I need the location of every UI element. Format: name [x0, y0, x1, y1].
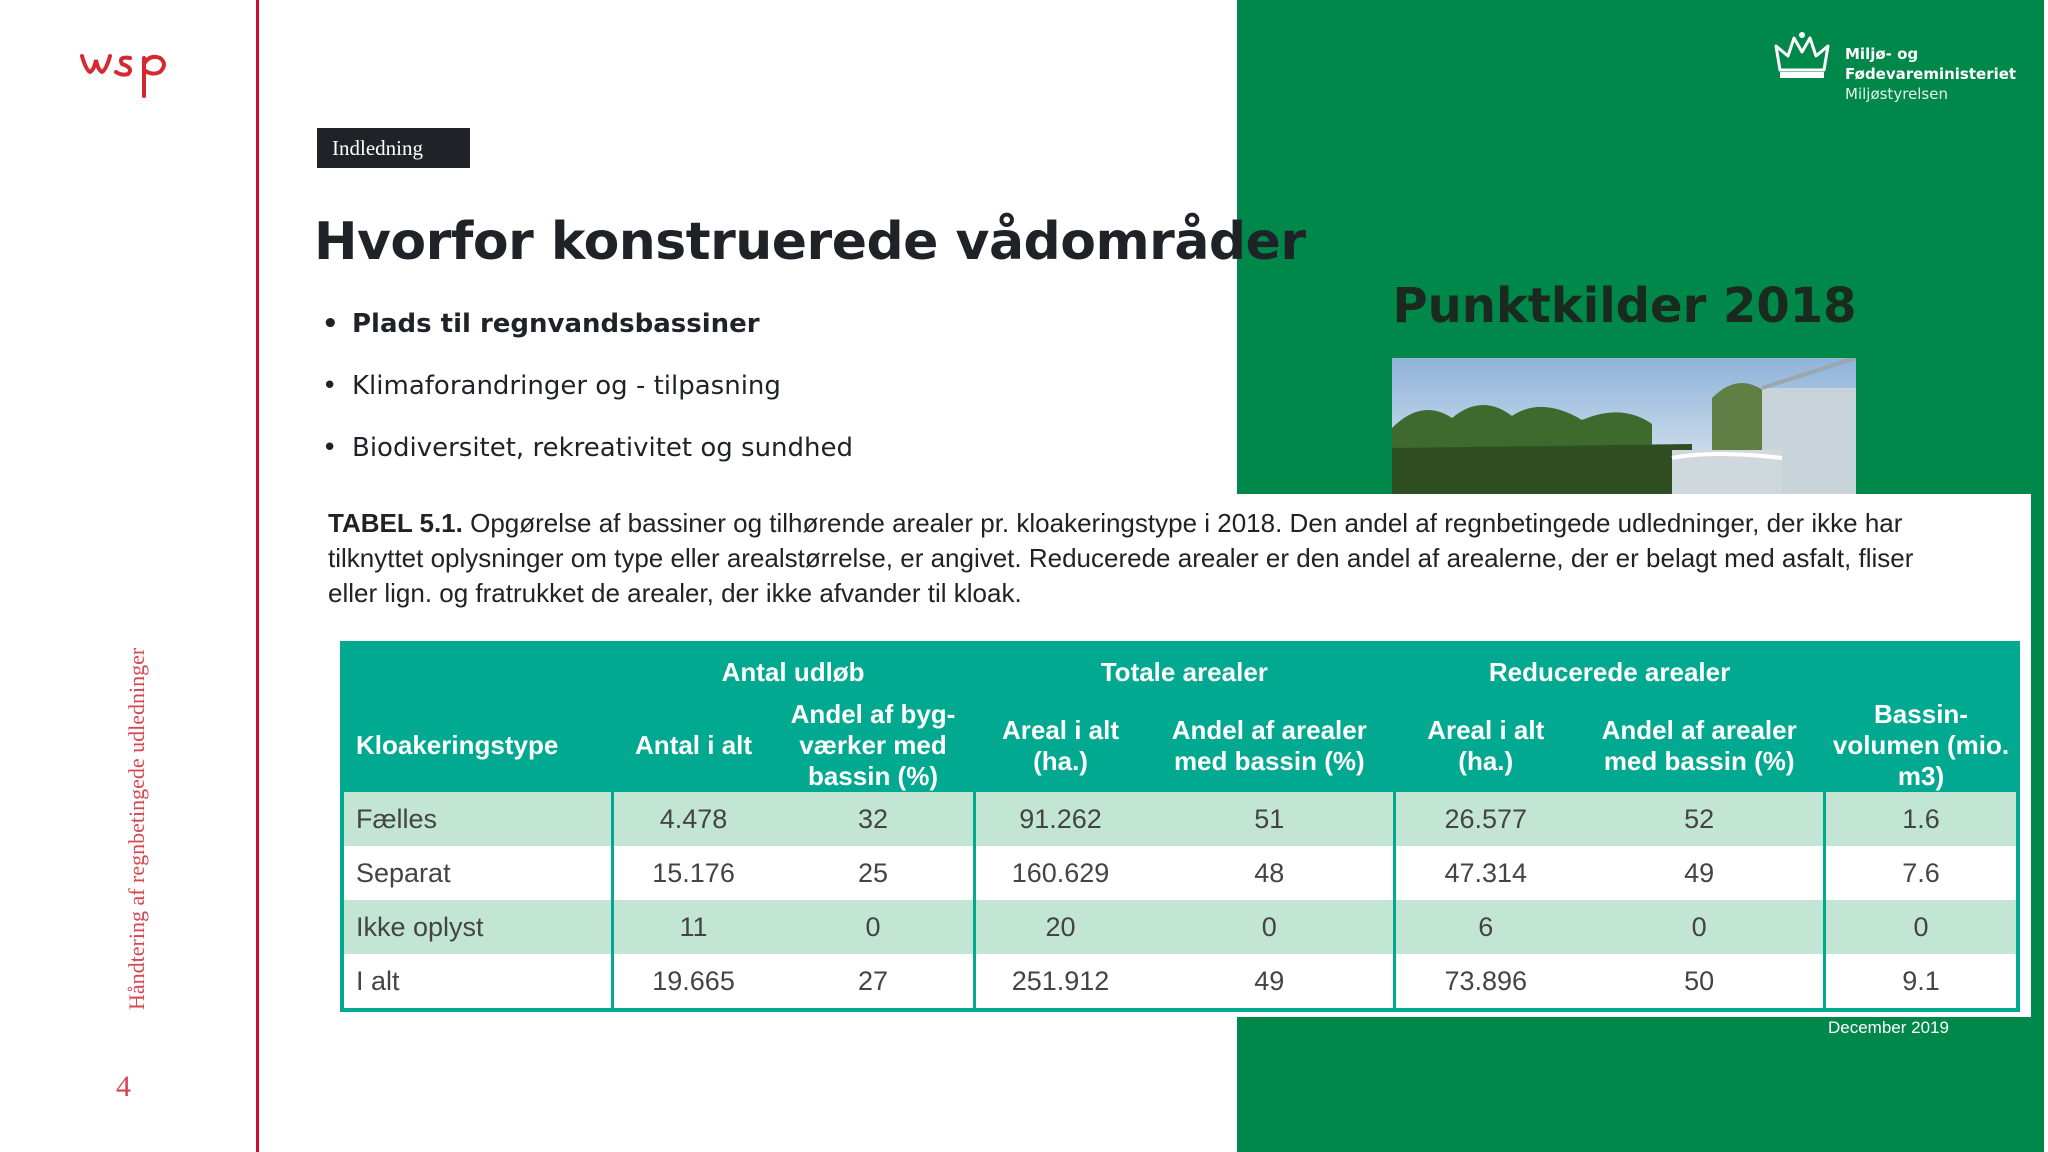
- agency-name: Miljøstyrelsen: [1845, 85, 1948, 103]
- ministry-label: [1845, 44, 2016, 104]
- page-number: 4: [116, 1070, 131, 1103]
- table-cell: Separat: [342, 846, 612, 900]
- table-cell: 9.1: [1824, 954, 2018, 1010]
- group-header: Reducerede arealer: [1395, 643, 1825, 699]
- table-cell: 11: [612, 900, 773, 954]
- table-cell: 0: [1575, 900, 1824, 954]
- column-header: Andel af arealer med bassin (%): [1575, 699, 1824, 792]
- table-cell: Fælles: [342, 792, 612, 846]
- column-header: Areal i alt (ha.): [1395, 699, 1576, 792]
- group-header: Totale arealer: [974, 643, 1395, 699]
- group-header-empty: [342, 643, 612, 699]
- table-cell: 52: [1575, 792, 1824, 846]
- table-cell: 0: [773, 900, 974, 954]
- slide-title: Hvorfor konstruerede vådområder: [314, 212, 1306, 272]
- table-caption: [328, 506, 1968, 611]
- table-cell: 1.6: [1824, 792, 2018, 846]
- table-row: [342, 954, 2018, 1010]
- column-header: Antal i alt: [612, 699, 773, 792]
- table-cell: 19.665: [612, 954, 773, 1010]
- table-cell: 27: [773, 954, 974, 1010]
- table-cell: 15.176: [612, 846, 773, 900]
- table-cell: 73.896: [1395, 954, 1576, 1010]
- table-cell: 25: [773, 846, 974, 900]
- vertical-subtitle: Håndtering af regnbetingede udledninger: [124, 647, 149, 1010]
- column-header: Bassin-volumen (mio. m3): [1824, 699, 2018, 792]
- table-row: [342, 846, 2018, 900]
- group-header: Antal udløb: [612, 643, 974, 699]
- table-cell: 160.629: [974, 846, 1145, 900]
- table-cell: 0: [1824, 900, 2018, 954]
- table-cell: 47.314: [1395, 846, 1576, 900]
- column-header: Andel af byg-værker med bassin (%): [773, 699, 974, 792]
- table-cell: 51: [1145, 792, 1394, 846]
- crown-crest-icon: [1772, 30, 1832, 82]
- rail-divider: [256, 0, 259, 1152]
- table-cell: 7.6: [1824, 846, 2018, 900]
- ministry-line2: Fødevareministeriet: [1845, 65, 2017, 83]
- caption-label: TABEL 5.1.: [328, 508, 463, 538]
- ministry-line1: Miljø- og: [1845, 45, 1919, 63]
- table-cell: 49: [1145, 954, 1394, 1010]
- column-header: Kloakeringstype: [342, 699, 612, 792]
- table-cell: 48: [1145, 846, 1394, 900]
- bullet-item: • Plads til regnvandsbassiner: [322, 306, 853, 368]
- report-title: Punktkilder 2018: [1392, 278, 1857, 334]
- table-row: [342, 900, 2018, 954]
- table-cell: 32: [773, 792, 974, 846]
- data-table: [340, 641, 2020, 1012]
- table-cell: 0: [1145, 900, 1394, 954]
- table-cell: 251.912: [974, 954, 1145, 1010]
- table-cell: 91.262: [974, 792, 1145, 846]
- table-cell: 4.478: [612, 792, 773, 846]
- column-header: Areal i alt (ha.): [974, 699, 1145, 792]
- report-date: December 2019: [1828, 1018, 1949, 1037]
- table-row: [342, 792, 2018, 846]
- cover-photo: [1392, 358, 1856, 494]
- caption-text: Opgørelse af bassiner og tilhørende arealer pr. kloakeringstype i 2018. Den andel af regnbetingede udledninger, der ikke har tilknyttet oplysninger om type eller arealstørrelse, er angivet. Reducerede arealer er den andel af arealerne, der er belagt med asfalt, fliser eller lign. og fratrukket de arealer, der ikke afvander til kloak.: [328, 508, 1914, 608]
- wsp-logo: [78, 40, 188, 100]
- table-cell: I alt: [342, 954, 612, 1010]
- table-cell: 50: [1575, 954, 1824, 1010]
- table-cell: 6: [1395, 900, 1576, 954]
- bullet-list: [322, 306, 853, 492]
- table-cell: Ikke oplyst: [342, 900, 612, 954]
- table-cell: 49: [1575, 846, 1824, 900]
- table-cell: 20: [974, 900, 1145, 954]
- bullet-item: • Klimaforandringer og - tilpasning: [322, 368, 853, 430]
- bullet-item: • Biodiversitet, rekreativitet og sundhed: [322, 430, 853, 492]
- group-header-empty: [1824, 643, 2018, 699]
- column-header: Andel af arealer med bassin (%): [1145, 699, 1394, 792]
- section-tag: Indledning: [317, 128, 470, 168]
- table-cell: 26.577: [1395, 792, 1576, 846]
